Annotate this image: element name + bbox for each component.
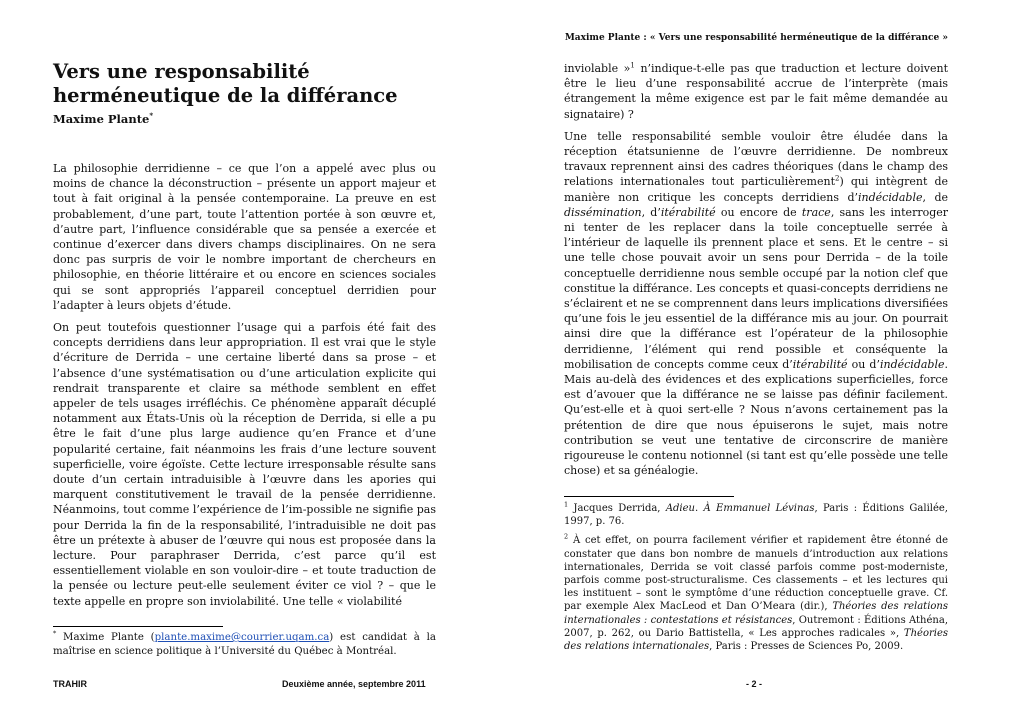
footnote-marker: * bbox=[53, 629, 57, 638]
text-run: inviolable » bbox=[564, 62, 631, 75]
text-run: n’indique-t-elle pas que traduction et lecture doivent être le lieu d’une responsabilité accrue de l’interprète (mais étrangement la même exigence est par le fait même demandée au signataire) ? bbox=[564, 62, 948, 121]
text-run: , Outremont : Éditions Athéna, 2007, p. 262, ou Dario Battistella, « Les approches radicales », bbox=[564, 614, 948, 639]
italic-title: Théories des relations internationales : contestations et résistances bbox=[564, 601, 948, 626]
footnote-separator bbox=[564, 496, 734, 497]
paragraph bbox=[564, 129, 948, 479]
text-run: À cet effet, on pourra facilement vérifier et rapidement être étonné de constater que dans bon nombre de manuels d’introduction aux relations internationales, Derrida se voit classé parfois comme post-moderniste, parfois comme post-structuralisme. Ces classements – et les lectures qui les instituent – sont le symptôme d’une réduction conceptuelle grave. Cf. par exemple Alex MacLeod et Dan O’Meara (dir.), bbox=[564, 535, 948, 613]
italic-term: indécidable bbox=[879, 357, 945, 371]
text-run: ou encore de bbox=[715, 205, 802, 219]
page-number: - 2 - bbox=[746, 679, 763, 689]
italic-term: itérabilité bbox=[660, 205, 716, 219]
paragraph bbox=[564, 61, 948, 122]
italic-term: itérabilité bbox=[792, 357, 848, 371]
footnote-1 bbox=[564, 502, 948, 528]
text-run: . Mais au-delà des évidences et des explications superficielles, force est d’avouer que la différance ne se laisse pas définir facilement. Qu’est-elle et à quoi sert-elle ? Nous n’avons certainement pas la prétention de dire que nous épuiserons le sujet, mais notre contribution se veut une tentative de circonscrire de manière rigoureuse le contenu notionnel (si tant est qu’elle possède une telle chose) et sa généalogie. bbox=[564, 357, 948, 478]
text-run: , Paris : Éditions Galilée, 1997, p. 76. bbox=[564, 503, 948, 528]
footnote-marker: 2 bbox=[564, 533, 569, 542]
italic-term: indécidable bbox=[858, 190, 923, 204]
footer-issue: Deuxième année, septembre 2011 bbox=[282, 679, 426, 689]
footnote-text: Maxime Plante ( bbox=[56, 632, 155, 643]
paragraph: On peut toutefois questionner l’usage qui a parfois été fait des concepts derridiens dans leur appropriation. Il est vrai que le style d’écriture de Derrida – une certaine liberté dans sa prose – et l’absence d’une systématisation ou d’une articulation explicite qui rendrait transparente et claire sa méthode semblent en effet appeler de tels usages irréfléchis. Ce phénomène apparaît décuplé notamment aux États-Unis où la réception de Derrida, si elle a pu être le fait d’une plus large audience qu’en France et d’une popularité certaine, fait néanmoins les frais d’une lecture souvent superficielle, voire égoïste. Cette lecture irresponsable résulte sans doute d’un certain intraduisible à l’œuvre dans les apories qui marquent constitutivement le travail de la pensée derridienne. Néanmoins, tout comme l’expérience de l’im-possible ne signifie pas pour Derrida la fin de la responsabilité, l’intraduisible ne doit pas être un prétexte à abuser de l’œuvre qui nous est proposée dans la lecture. Pour paraphraser Derrida, c’est parce qu’il est essentiellement violable en son vouloir-dire – et toute traduction de la pensée ou lecture peut-elle seulement éviter ce viol ? – que le texte appelle en propre son inviolabilité. Une telle « violabilité bbox=[53, 321, 436, 608]
text-run: , d’ bbox=[641, 205, 661, 219]
text-run: Une telle responsabilité semble vouloir être éludée dans la réception étatsunienne de l’œuvre derridienne. De nombreux travaux reprennent ainsi des cadres théoriques (dans le champ des relations internationales tout particulièrement bbox=[564, 129, 948, 189]
text-run: ) qui intègrent de manière non critique les concepts derridiens d’ bbox=[564, 175, 948, 204]
author-name bbox=[53, 111, 153, 126]
paragraph: La philosophie derridienne – ce que l’on a appelé avec plus ou moins de chance la déconstruction – présente un apport majeur et tout à fait original à la pensée contemporaine. La preuve en est probablement, d’une part, toute l’attention portée à son œuvre et, d’autre part, l’influence considérable que sa pensée a exercée et continue d’exercer dans divers champs disciplinaires. On ne sera donc pas surpris de voir le nombre important de chercheurs en philosophie, en théorie littéraire et ou encore en sciences sociales qui se sont appropriés l’appareil conceptuel derridien pour l’adapter à leurs objets d’étude. bbox=[53, 162, 436, 312]
italic-term: dissémination bbox=[564, 205, 642, 219]
footer-journal: TRAHIR bbox=[53, 679, 87, 689]
article-title: Vers une responsabilité herméneutique de la différance bbox=[53, 60, 398, 107]
italic-term: trace bbox=[801, 205, 831, 219]
footnote-ref-1[interactable]: 1 bbox=[630, 61, 635, 70]
author-footnote-marker[interactable]: * bbox=[149, 111, 154, 120]
footnote-marker: 1 bbox=[564, 500, 569, 509]
text-run: ou d’ bbox=[847, 357, 880, 371]
left-body-text bbox=[53, 161, 436, 616]
footnote-2 bbox=[564, 534, 948, 653]
footnote-separator bbox=[53, 626, 223, 627]
right-footnotes bbox=[564, 502, 948, 659]
author-footnote bbox=[53, 631, 436, 665]
italic-title: Théories des relations internationales bbox=[564, 627, 948, 653]
text-run: , de bbox=[922, 190, 948, 204]
text-run: , sans les interroger ni tenter de les replacer dans la toile conceptuelle serrée à l’intérieur de laquelle ils prennent place et sens. Et le centre – si une telle chose pouvait avoir un sens pour Derrida – de la toile conceptuelle derridienne nous semble occupé par la notion clef que constitue la différance. Les concepts et quasi-concepts derridiens ne s’éclairent et ne se comprennent dans leurs implications diversifiées qu’une fois le jeu essentiel de la différance mis au jour. On pourrait ainsi dire que la différance est l’opérateur de la philosophie derridienne, l’élément qui rend possible et conséquente la mobilisation de concepts comme ceux d’ bbox=[564, 205, 949, 371]
right-body-text bbox=[564, 61, 948, 485]
text-run: Jacques Derrida, bbox=[568, 503, 666, 514]
running-header: Maxime Plante : « Vers une responsabilité herméneutique de la différance » bbox=[564, 33, 948, 43]
author-text: Maxime Plante bbox=[53, 111, 150, 126]
italic-title: Adieu. À Emmanuel Lévinas bbox=[665, 503, 815, 514]
footnote-text: ) est candidat à la maîtrise en science politique à l’Université du Québec à Montréal. bbox=[53, 632, 436, 657]
text-run: , Paris : Presses de Sciences Po, 2009. bbox=[709, 641, 904, 653]
footnote-ref-2[interactable]: 2 bbox=[835, 174, 840, 183]
author-email-link[interactable]: plante.maxime@courrier.uqam.ca bbox=[154, 632, 330, 643]
